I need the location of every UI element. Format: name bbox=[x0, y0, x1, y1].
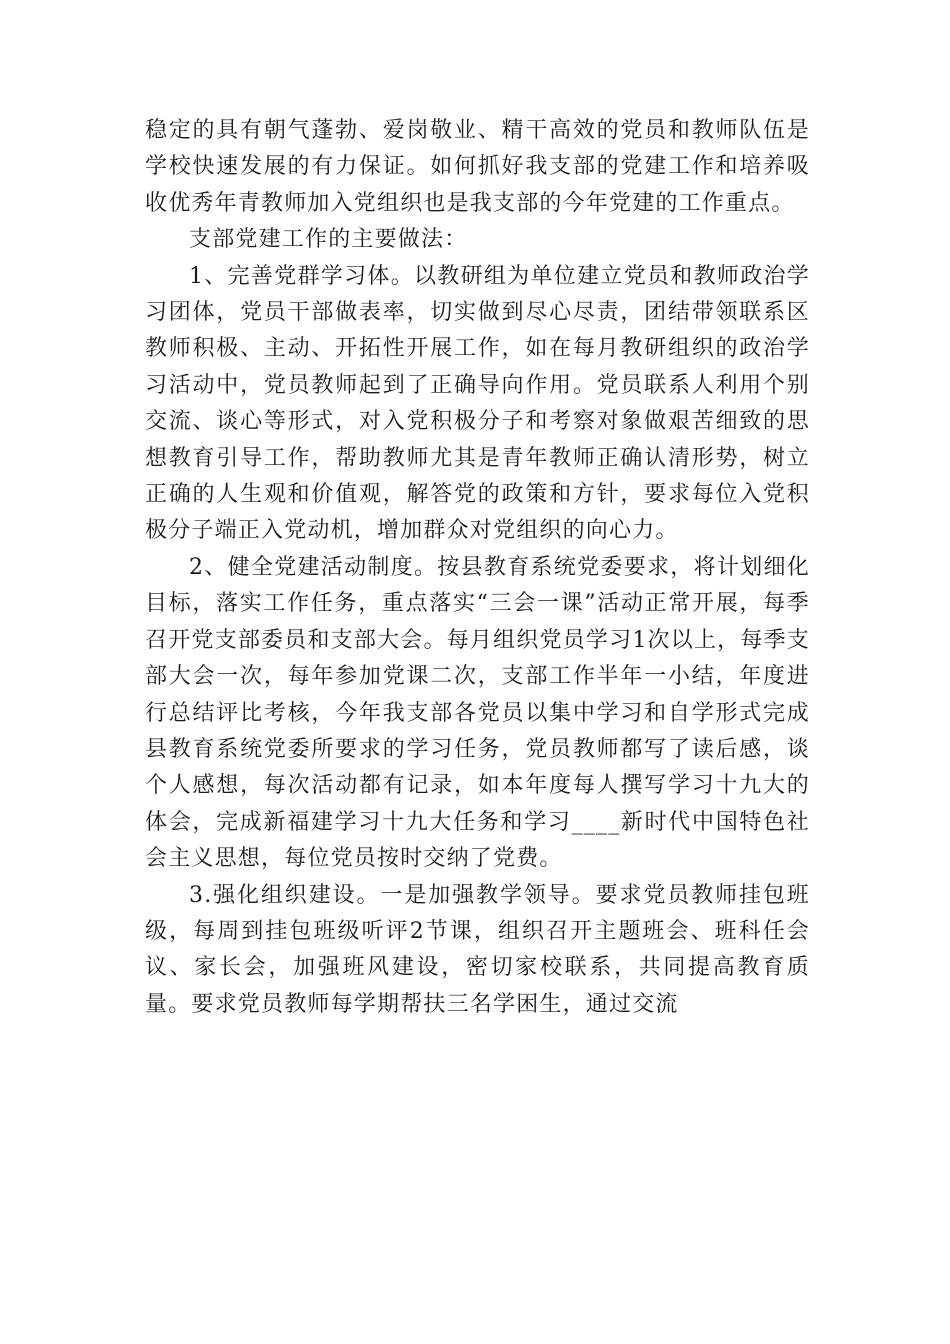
paragraph-item-3: 3.强化组织建设。一是加强教学领导。要求党员教师挂包班级，每周到挂包班级听评2节课，组织召开主题班会、班科任会议、家长会，加强班风建设，密切家校联系，共同提高教育质量。要求党员教师每学期帮扶三名学困生，通过交流 bbox=[145, 882, 810, 1017]
paragraph-heading-main-practices: 支部党建工作的主要做法： bbox=[189, 227, 468, 253]
paragraph-intro: 稳定的具有朝气蓬勃、爱岗敬业、精干高效的党员和教师队伍是学校快速发展的有力保证。如何抓好我支部的党建工作和培养吸收优秀年青教师加入党组织也是我支部的今年党建的工作重点。 bbox=[145, 118, 810, 216]
paragraph-item-1: 1、完善党群学习体。以教研组为单位建立党员和教师政治学习团体，党员干部做表率，切实做到尽心尽责，团结带领联系区教师积极、主动、开拓性开展工作，如在每月教研组织的政治学习活动中，党员教师起到了正确导向作用。党员联系人利用个别交流、谈心等形式，对入党积极分子和考察对象做艰苦细致的思想教育引导工作，帮助教师尤其是青年教师正确认清形势，树立正确的人生观和价值观，解答党的政策和方针，要求每位入党积极分子端正入党动机，增加群众对党组织的向心力。 bbox=[145, 263, 810, 544]
paragraph-item-2: 2、健全党建活动制度。按县教育系统党委要求，将计划细化目标，落实工作任务，重点落实“三会一课”活动正常开展，每季召开党支部委员和支部大会。每月组织党员学习1次以上，每季支部大会一次，每年参加党课二次，支部工作半年一小结，年度进行总结评比考核，今年我支部各党员以集中学习和自学形式完成县教育系统党委所要求的学习任务，党员教师都写了读后感，谈个人感想，每次活动都有记录，如本年度每人撰写学习十九大的体会，完成新福建学习十九大任务和学习____新时代中国特色社会主义思想，每位党员按时交纳了党费。 bbox=[145, 554, 810, 872]
document-page bbox=[145, 113, 810, 1023]
